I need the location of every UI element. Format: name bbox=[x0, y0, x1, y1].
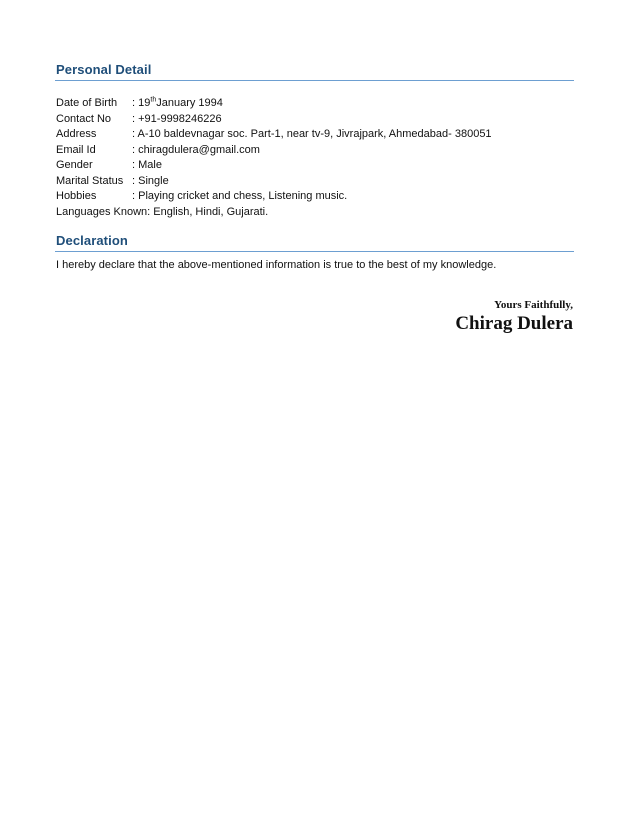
detail-value bbox=[132, 112, 576, 128]
detail-value bbox=[132, 189, 576, 205]
detail-value bbox=[132, 158, 576, 174]
detail-row-marital-status bbox=[56, 174, 576, 190]
detail-row-address bbox=[56, 127, 576, 143]
dob-month-year: January 1994 bbox=[156, 97, 223, 109]
declaration-heading: Declaration bbox=[56, 233, 128, 248]
detail-label: Marital Status bbox=[56, 174, 124, 187]
personal-detail-rule bbox=[55, 80, 574, 81]
detail-label: Hobbies bbox=[56, 190, 97, 202]
address-text: A-10 baldevnagar soc. Part-1, near tv-9, Jivrajpark, Ahmedabad- 380051 bbox=[137, 128, 492, 140]
marital-status-text: Single bbox=[138, 174, 169, 187]
detail-separator: : bbox=[132, 159, 139, 171]
contact-number: +91-9998246226 bbox=[138, 112, 222, 125]
detail-value bbox=[132, 143, 576, 159]
declaration-text: I hereby declare that the above-mentioned information is true to the best of my knowledge. bbox=[56, 259, 497, 271]
detail-separator: : bbox=[132, 128, 138, 140]
detail-label: Email Id bbox=[56, 143, 96, 156]
detail-label: Contact No bbox=[56, 112, 112, 125]
closing-salutation: Yours Faithfully, bbox=[494, 299, 573, 311]
detail-separator: : bbox=[132, 143, 139, 156]
detail-row-date-of-birth bbox=[56, 96, 576, 112]
detail-label: Address bbox=[56, 128, 97, 140]
signature-name: Chirag Dulera bbox=[455, 313, 573, 334]
detail-label: Date of Birth bbox=[56, 97, 118, 109]
dob-day: 19 bbox=[138, 97, 151, 109]
email-text: chiragdulera@gmail.com bbox=[138, 143, 260, 156]
personal-detail-list bbox=[56, 96, 576, 220]
declaration-rule bbox=[55, 251, 574, 252]
dob-ordinal: th bbox=[150, 96, 157, 104]
personal-detail-heading: Personal Detail bbox=[56, 62, 152, 77]
languages-known: Languages Known: English, Hindi, Gujarati. bbox=[56, 205, 269, 218]
detail-value bbox=[132, 127, 576, 143]
detail-row-hobbies bbox=[56, 189, 576, 205]
detail-row-gender bbox=[56, 158, 576, 174]
hobbies-text: Playing cricket and chess, Listening music. bbox=[138, 190, 348, 202]
detail-separator: : bbox=[132, 97, 139, 109]
detail-value bbox=[132, 174, 576, 190]
gender-text: Male bbox=[138, 159, 162, 171]
detail-separator: : bbox=[132, 190, 139, 202]
detail-label: Gender bbox=[56, 159, 93, 171]
detail-separator: : bbox=[132, 174, 139, 187]
detail-row-contact-no bbox=[56, 112, 576, 128]
detail-value bbox=[132, 96, 576, 112]
detail-row-email-id bbox=[56, 143, 576, 159]
detail-separator: : bbox=[132, 112, 139, 125]
